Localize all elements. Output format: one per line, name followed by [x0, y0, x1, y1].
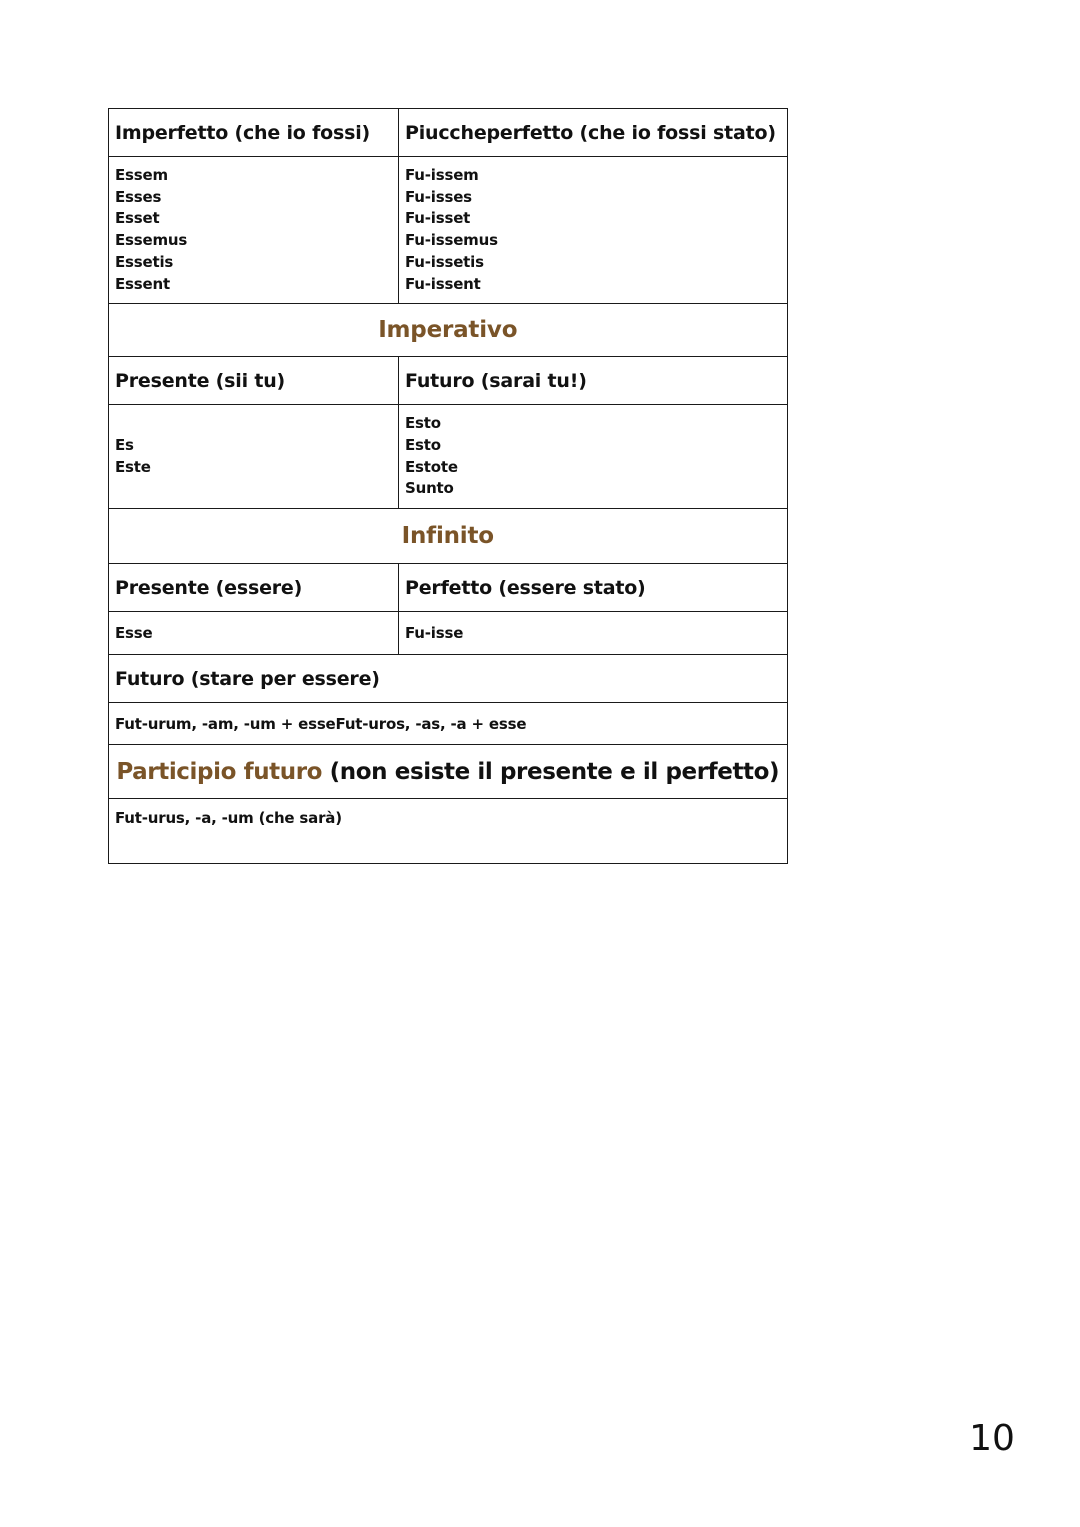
imperativo-futuro-form: Sunto [405, 479, 454, 498]
page-number: 10 [969, 1418, 1015, 1459]
infinito-futuro-header-row [109, 655, 788, 703]
imperativo-futuro-header: Futuro (sarai tu!) [399, 357, 788, 405]
conjugation-table [108, 108, 788, 864]
participio-form: Fut-urus, -a, -um (che sarà) [109, 799, 788, 864]
infinito-presente-header: Presente (essere) [109, 564, 399, 612]
piuccheperfetto-form: Fu-isset [405, 209, 471, 228]
piuccheperfetto-form: Fu-issem [405, 166, 479, 184]
imperativo-presente-header: Presente (sii tu) [109, 357, 399, 405]
piuccheperfetto-form: Fu-issetis [405, 252, 484, 271]
congiuntivo-forms-row [109, 157, 788, 304]
piuccheperfetto-form: Fu-issemus [405, 231, 498, 250]
imperfetto-forms [109, 157, 399, 304]
imperativo-title: Imperativo [109, 304, 788, 357]
infinito-futuro-header: Futuro (stare per essere) [109, 655, 788, 703]
infinito-forms-row [109, 612, 788, 655]
imperativo-presente-forms [109, 405, 399, 509]
imperfetto-form: Essent [115, 274, 170, 293]
piuccheperfetto-form: Fu-issent [405, 274, 481, 293]
imperfetto-form: Essem [115, 166, 168, 184]
imperfetto-form: Esset [115, 209, 160, 228]
participio-form-row [109, 799, 788, 864]
piuccheperfetto-header: Piuccheperfetto (che io fossi stato) [399, 109, 788, 157]
imperativo-header-row [109, 357, 788, 405]
imperfetto-form: Esses [115, 187, 162, 206]
imperfetto-form: Essetis [115, 252, 174, 271]
piuccheperfetto-form: Fu-isses [405, 187, 472, 206]
infinito-header-row [109, 564, 788, 612]
piuccheperfetto-forms [399, 157, 788, 304]
imperfetto-form: Essemus [115, 231, 188, 250]
participio-title-rest: (non esiste il presente e il perfetto) [322, 758, 780, 785]
imperativo-presente-form: Es [115, 435, 134, 454]
infinito-title: Infinito [109, 509, 788, 564]
imperativo-futuro-form: Esto [405, 435, 441, 454]
imperativo-forms-row [109, 405, 788, 509]
imperativo-presente-form: Este [115, 457, 151, 476]
infinito-presente-form: Esse [109, 612, 399, 655]
imperfetto-header: Imperfetto (che io fossi) [109, 109, 399, 157]
participio-title-row [109, 745, 788, 799]
imperativo-futuro-form: Estote [405, 457, 458, 476]
infinito-perfetto-form: Fu-isse [399, 612, 788, 655]
infinito-perfetto-header: Perfetto (essere stato) [399, 564, 788, 612]
infinito-futuro-form: Fut-urum, -am, -um + esseFut-uros, -as, -a + esse [109, 703, 788, 745]
infinito-futuro-form-row [109, 703, 788, 745]
imperativo-title-row [109, 304, 788, 357]
imperativo-futuro-forms [399, 405, 788, 509]
participio-title [109, 745, 788, 799]
congiuntivo-header-row [109, 109, 788, 157]
participio-title-colored: Participio futuro [116, 758, 323, 785]
infinito-title-row [109, 509, 788, 564]
imperativo-futuro-form: Esto [405, 414, 441, 433]
